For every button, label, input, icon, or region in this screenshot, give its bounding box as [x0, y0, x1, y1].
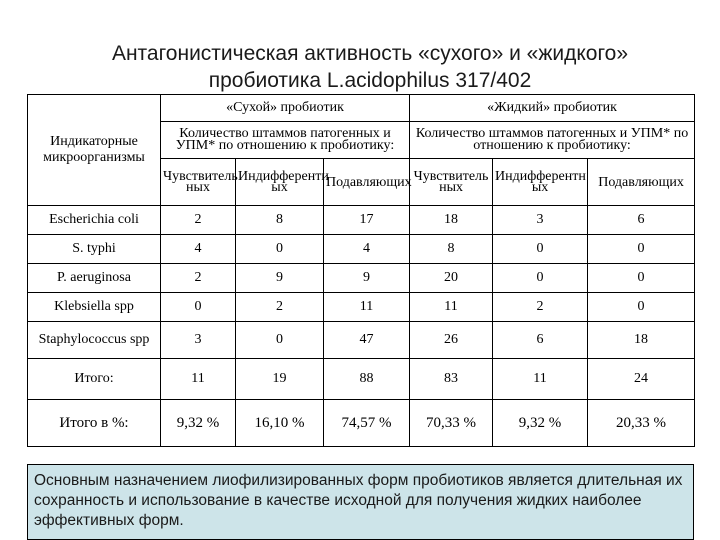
cell-value: 0: [493, 264, 588, 293]
indicator-header: Индикаторные микроорганизмы: [28, 95, 161, 206]
slide-title: [40, 40, 700, 94]
count-header-liquid: Количество штаммов патогенных и УПМ* по отношению к пробиотику:: [410, 122, 695, 159]
row-label: Escherichia coli: [28, 206, 161, 235]
cell-value: 3: [493, 206, 588, 235]
cell-value: 4: [324, 235, 410, 264]
cell-value: 11: [324, 293, 410, 322]
cell-value: 2: [161, 264, 236, 293]
table-row: [28, 293, 695, 322]
row-label: Итого в %:: [28, 400, 161, 447]
subheader-dry-sensitive: Чувствитель ных: [161, 159, 236, 206]
cell-value: 0: [161, 293, 236, 322]
cell-value: 2: [493, 293, 588, 322]
count-header-dry: Количество штаммов патогенных и УПМ* по отношению к пробиотику:: [161, 122, 410, 159]
row-label: P. aeruginosa: [28, 264, 161, 293]
liquid-probiotic-header: «Жидкий» пробиотик: [410, 95, 695, 122]
cell-value: 83: [410, 359, 493, 400]
probiotic-activity-table: [27, 94, 695, 447]
cell-value: 18: [588, 322, 695, 359]
row-label: Klebsiella spp: [28, 293, 161, 322]
cell-value: 47: [324, 322, 410, 359]
cell-value: 0: [236, 322, 324, 359]
cell-value: 2: [161, 206, 236, 235]
percent-row: [28, 400, 695, 447]
cell-value: 11: [493, 359, 588, 400]
row-label: S. typhi: [28, 235, 161, 264]
cell-value: 0: [588, 264, 695, 293]
cell-value: 19: [236, 359, 324, 400]
dry-probiotic-header: «Сухой» пробиотик: [161, 95, 410, 122]
table-row: [28, 235, 695, 264]
table-row: [28, 264, 695, 293]
total-row: [28, 359, 695, 400]
cell-value: 11: [161, 359, 236, 400]
title-line-1: Антагонистическая активность «сухого» и «жидкого»: [111, 42, 629, 65]
cell-value: 2: [236, 293, 324, 322]
subheader-dry-suppressing: Подавляющих: [324, 159, 410, 206]
cell-value: 70,33 %: [410, 400, 493, 447]
cell-value: 88: [324, 359, 410, 400]
conclusion-note: Основным назначением лиофилизированных форм пробиотиков является длительная их сохранность и использование в качестве исходной для получения жидких наиболее эффективных форм.: [27, 464, 694, 540]
header-row-groups: [28, 95, 695, 122]
cell-value: 18: [410, 206, 493, 235]
cell-value: 8: [236, 206, 324, 235]
cell-value: 9,32 %: [493, 400, 588, 447]
table-row: [28, 322, 695, 359]
title-line-2: пробиотика L.acidophilus 317/402: [208, 69, 532, 92]
cell-value: 6: [588, 206, 695, 235]
cell-value: 6: [493, 322, 588, 359]
cell-value: 17: [324, 206, 410, 235]
cell-value: 24: [588, 359, 695, 400]
cell-value: 4: [161, 235, 236, 264]
row-label: Staphylococcus spp: [28, 322, 161, 359]
cell-value: 9: [324, 264, 410, 293]
subheader-liquid-indifferent: Индифферентн ых: [493, 159, 588, 206]
cell-value: 11: [410, 293, 493, 322]
cell-value: 9,32 %: [161, 400, 236, 447]
cell-value: 8: [410, 235, 493, 264]
cell-value: 16,10 %: [236, 400, 324, 447]
subheader-liquid-sensitive: Чувствитель ных: [410, 159, 493, 206]
row-label: Итого:: [28, 359, 161, 400]
table-row: [28, 206, 695, 235]
cell-value: 0: [588, 293, 695, 322]
cell-value: 20,33 %: [588, 400, 695, 447]
subheader-liquid-suppressing: Подавляющих: [588, 159, 695, 206]
cell-value: 0: [588, 235, 695, 264]
subheader-dry-indifferent: Индифференти ых: [236, 159, 324, 206]
cell-value: 0: [493, 235, 588, 264]
cell-value: 20: [410, 264, 493, 293]
cell-value: 9: [236, 264, 324, 293]
cell-value: 74,57 %: [324, 400, 410, 447]
cell-value: 26: [410, 322, 493, 359]
cell-value: 0: [236, 235, 324, 264]
cell-value: 3: [161, 322, 236, 359]
